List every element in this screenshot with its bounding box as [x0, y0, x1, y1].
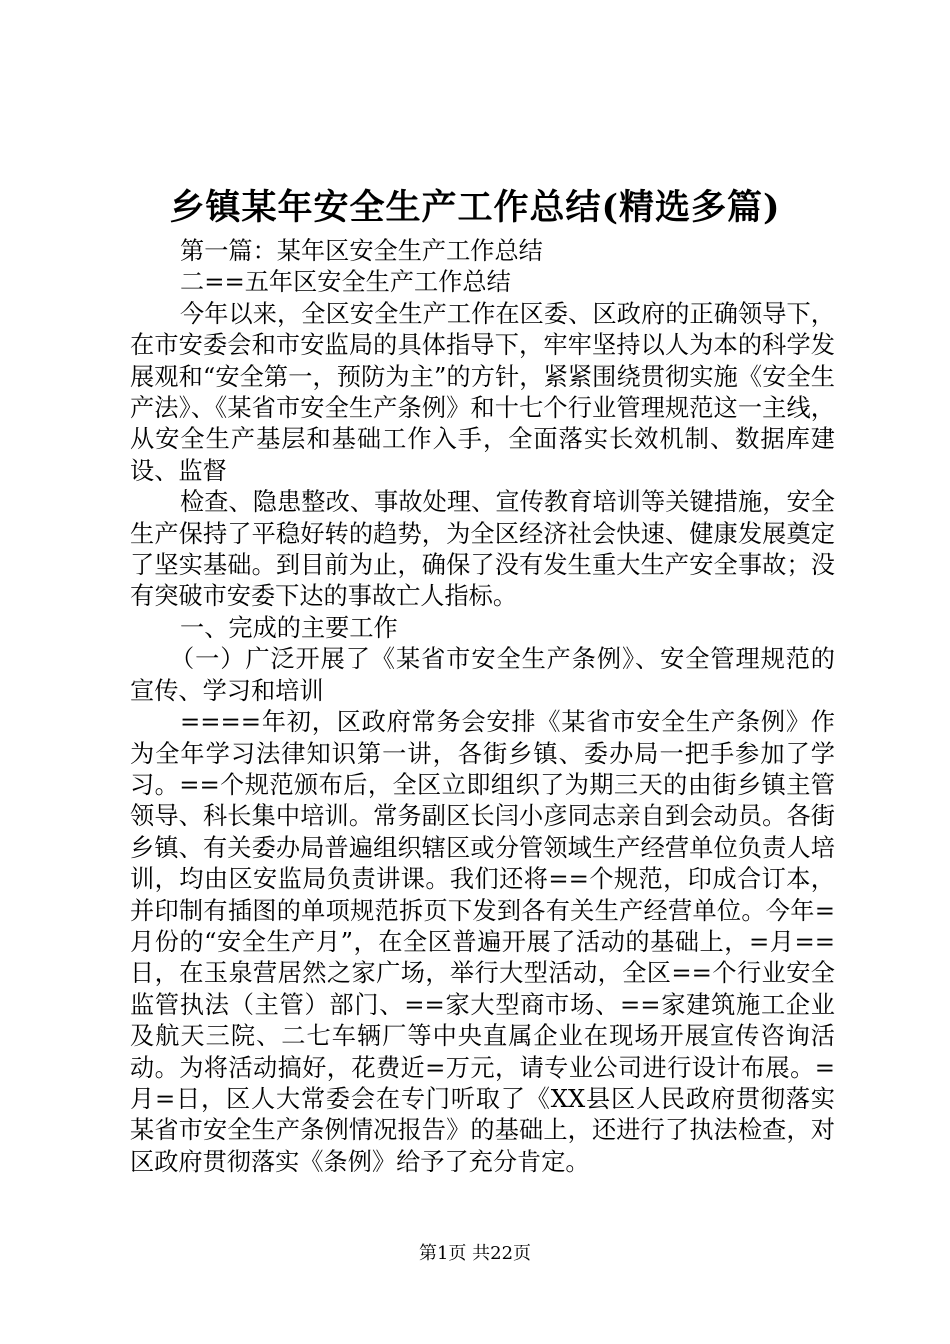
- section-heading-main-work: 一、完成的主要工作: [180, 613, 398, 642]
- subsection-heading-training: （一）广泛开展了《某省市安全生产条例》、安全管理规范的宣传、学习和培训: [130, 645, 835, 705]
- body-paragraph-training-details: ====年初，区政府常务会安排《某省市安全生产条例》作为全年学习法律知识第一讲，各街乡镇、委办局一把手参加了学习。==个规范颁布后，全区立即组织了为期三天的由街乡镇主管领导、科长集中培训。常务副区长闫小彦同志亲自到会动员。各街乡镇、有关委办局普遍组织辖区或分管领域生产经营单位负责人培训，均由区安监局负责讲课。我们还将==个规范，印成合订本，并印制有插图的单项规范拆页下发到各有关生产经营单位。今年=月份的“安全生产月”，在全区普遍开展了活动的基础上，=月==日，在玉泉营居然之家广场，举行大型活动，全区==个行业安全监管执法（主管）部门、==家大型商市场、==家建筑施工企业及航天三院、二七车辆厂等中央直属企业在现场开展宣传咨询活动。为将活动搞好，花费近=万元，请专业公司进行设计布展。=月=日，区人大常委会在专门听取了《XX县区人民政府贯彻落实某省市安全生产条例情况报告》的基础上，还进行了执法检查，对区政府贯彻落实《条例》给予了充分肯定。: [130, 708, 835, 1176]
- document-title: 乡镇某年安全生产工作总结(精选多篇): [169, 187, 781, 228]
- body-paragraph-intro: 今年以来，全区安全生产工作在区委、区政府的正确领导下，在市安委会和市安监局的具体指导下，牢牢坚持以人为本的科学发展观和“安全第一，预防为主”的方针，紧紧围绕贯彻实施《安全生产法》、《某省市安全生产条例》和十七个行业管理规范这一主线，从安全生产基层和基础工作入手，全面落实长效机制、数据库建设、监督: [130, 299, 835, 485]
- page-footer: 第1页 共22页: [418, 1243, 532, 1264]
- body-paragraph-results: 检查、隐患整改、事故处理、宣传教育培训等关键措施，安全生产保持了平稳好转的趋势，为全区经济社会快速、健康发展奠定了坚实基础。到目前为止，确保了没有发生重大生产安全事故；没有突破市安委下达的事故亡人指标。: [130, 488, 835, 611]
- section-subtitle: 二==五年区安全生产工作总结: [180, 268, 511, 297]
- section-heading-part-one: 第一篇：某年区安全生产工作总结: [180, 237, 543, 265]
- document-body: [130, 236, 835, 1178]
